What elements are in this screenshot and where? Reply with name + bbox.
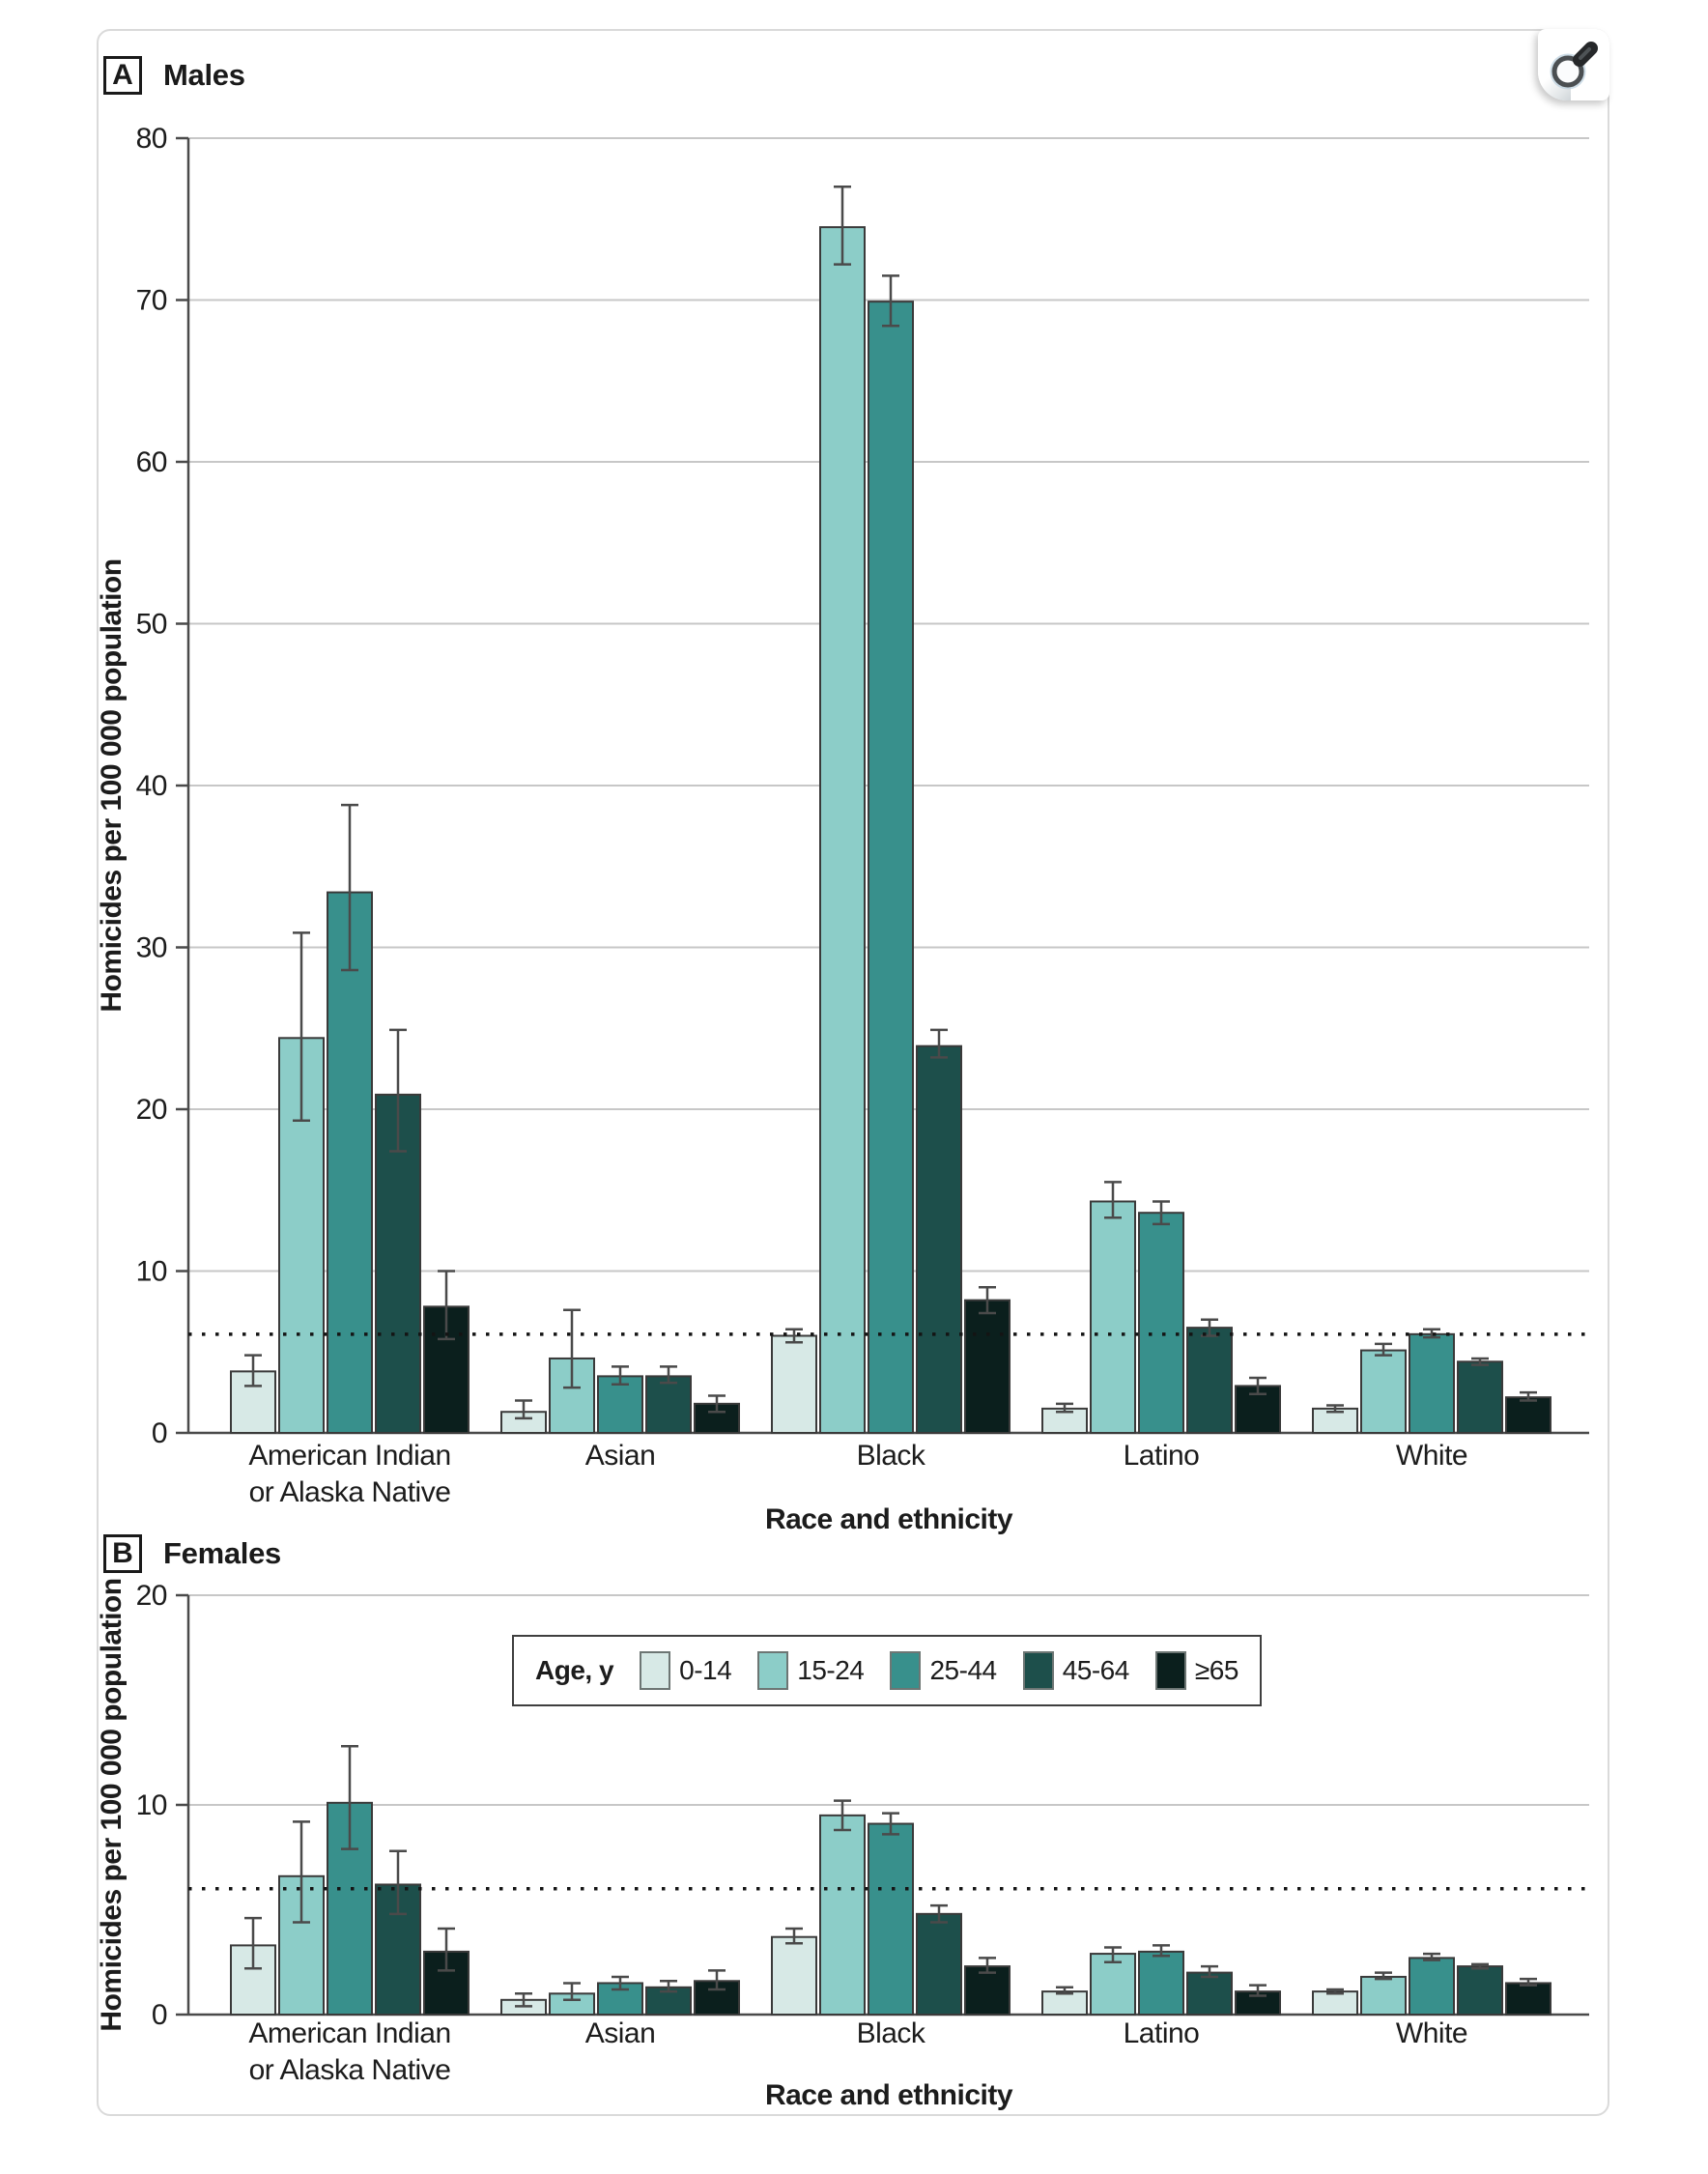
panel-b-bar-black-15-24	[820, 1816, 865, 2015]
legend-label: 15-24	[797, 1655, 865, 1685]
panel-a-bar-black-≥65	[965, 1301, 1010, 1433]
panel-a-category-label-3-0: Latino	[1123, 1440, 1200, 1472]
legend-swatch-25-44	[890, 1651, 921, 1690]
panel-b-bar-latino-0-14	[1042, 1991, 1087, 2015]
panel-a-category-label-1-0: Asian	[584, 1440, 656, 1472]
legend-title: Age, y	[535, 1655, 614, 1685]
panel-b-bar-black-45-64	[917, 1914, 961, 2015]
panel-b-bar-latino-25-44	[1139, 1952, 1183, 2015]
panel-b-category-label-3-0: Latino	[1123, 2017, 1200, 2049]
panel-a-y-tick-label-10: 10	[135, 1255, 167, 1288]
panel-b-bar-white-25-44	[1409, 1958, 1454, 2015]
panel-b-category-label-4-0: White	[1395, 2017, 1468, 2049]
panel-a-category-label-0-1: or Alaska Native	[248, 1476, 451, 1508]
panel-b-bar-white-45-64	[1458, 1966, 1502, 2015]
panel-b-y-tick-label-20: 20	[135, 1580, 167, 1612]
panel-a-bar-white-25-44	[1409, 1334, 1454, 1433]
panel-a-bar-american-indian-25-44	[327, 893, 372, 1433]
panel-b-header	[103, 1534, 281, 1573]
figure-zoom-button[interactable]	[1538, 29, 1609, 100]
panel-a-y-tick-label-0: 0	[151, 1417, 167, 1449]
legend-label: 45-64	[1062, 1655, 1129, 1685]
legend-swatch-15-24	[757, 1651, 788, 1690]
panel-a-y-tick-label-50: 50	[135, 608, 167, 641]
panel-a-category-label-4-0: White	[1395, 1440, 1468, 1472]
panel-a-bar-latino-45-64	[1187, 1328, 1232, 1433]
panel-a-bar-white-45-64	[1458, 1361, 1502, 1433]
panel-b-letter: B	[103, 1534, 142, 1573]
legend-swatch-0-14	[640, 1651, 670, 1690]
panel-b-bar-white-15-24	[1361, 1977, 1406, 2015]
panel-a-category-label-0-0: American Indian	[248, 1440, 451, 1472]
panel-b-y-tick-label-0: 0	[151, 1999, 167, 2031]
legend-entry-45-64	[1023, 1651, 1129, 1690]
panel-a-header	[103, 56, 245, 95]
legend-swatch-≥65	[1155, 1651, 1186, 1690]
panel-a-y-tick-label-30: 30	[135, 931, 167, 964]
panel-a-y-tick-label-60: 60	[135, 446, 167, 478]
panel-a-category-label-2-0: Black	[856, 1440, 925, 1472]
panel-b-x-axis-title: Race and ethnicity	[764, 2079, 1013, 2111]
legend-entry-0-14	[640, 1651, 731, 1690]
legend-label: 0-14	[679, 1655, 732, 1685]
panel-b-y-axis-title: Homicides per 100 000 population	[96, 1578, 128, 2032]
panel-b-category-label-1-0: Asian	[584, 2017, 656, 2049]
panel-b-bar-black-0-14	[772, 1937, 816, 2015]
panel-a-y-tick-label-40: 40	[135, 770, 167, 802]
panel-a-title: Males	[163, 58, 245, 92]
panel-a-y-tick-label-20: 20	[135, 1094, 167, 1126]
legend-swatch-45-64	[1023, 1651, 1054, 1690]
panel-a-y-axis-title: Homicides per 100 000 population	[96, 558, 128, 1013]
panel-b-category-label-2-0: Black	[856, 2017, 925, 2049]
panel-b-bar-latino-45-64	[1187, 1973, 1232, 2015]
legend-entry-≥65	[1155, 1651, 1238, 1690]
panel-b-category-label-0-0: American Indian	[248, 2017, 451, 2049]
legend-entry-25-44	[890, 1651, 996, 1690]
magnifier-icon	[1538, 29, 1609, 100]
age-legend	[512, 1635, 1262, 1706]
panel-b-bar-black-25-44	[868, 1824, 913, 2015]
panel-a-letter: A	[103, 56, 142, 95]
panel-b-bar-white-0-14	[1313, 1991, 1357, 2015]
panel-a-bar-latino-15-24	[1091, 1201, 1135, 1433]
panel-a-bar-latino-25-44	[1139, 1213, 1183, 1433]
legend-entry-15-24	[757, 1651, 864, 1690]
panel-a-bar-white-15-24	[1361, 1351, 1406, 1433]
panel-a-bar-black-25-44	[868, 301, 913, 1433]
legend-label: ≥65	[1194, 1655, 1238, 1685]
panel-a-bar-black-15-24	[820, 227, 865, 1433]
panel-a-y-tick-label-70: 70	[135, 284, 167, 317]
panel-b-y-tick-label-10: 10	[135, 1789, 167, 1821]
panel-a-y-tick-label-80: 80	[135, 123, 167, 155]
panel-a-bar-asian-45-64	[646, 1376, 691, 1433]
panel-a-bar-white-≥65	[1506, 1397, 1551, 1433]
panel-a-bar-black-45-64	[917, 1046, 961, 1433]
panel-a-x-axis-title: Race and ethnicity	[764, 1503, 1013, 1535]
panel-b-title: Females	[163, 1536, 281, 1570]
panel-b-category-label-0-1: or Alaska Native	[248, 2054, 451, 2086]
panel-b-bar-white-≥65	[1506, 1983, 1551, 2015]
legend-label: 25-44	[929, 1655, 997, 1685]
panel-a-bar-black-0-14	[772, 1336, 816, 1434]
